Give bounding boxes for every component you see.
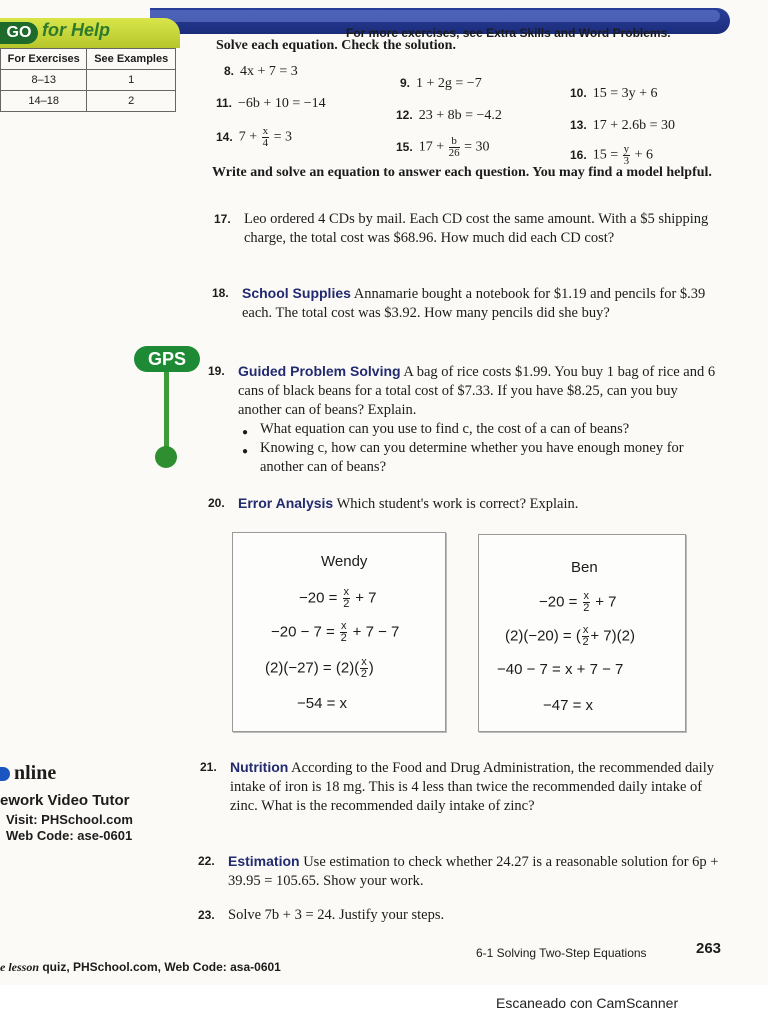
- instructions-write-and-solve: Write and solve an equation to answer each question. You may find a model helpful.: [212, 165, 712, 180]
- table-row: [1, 70, 176, 91]
- go-for-help-label: for Help: [42, 20, 111, 40]
- go-for-help-table: [0, 48, 176, 112]
- exercise-13: 13. 17 + 2.6b = 30: [570, 118, 675, 133]
- fraction-y-over-3: $\frac{y}{3}$: [623, 143, 630, 167]
- problem-23: 23. Solve 7b + 3 = 24. Justify your steps.: [198, 907, 445, 923]
- list-item: ● What equation can you use to find c, the cost of a can of beans?: [260, 420, 720, 439]
- wendy-step-2: −20 − 7 = $\frac{x}{2}$ + 7 − 7: [271, 620, 400, 644]
- exercise-14: 14. 7 + $\frac{x}{4}$ = 3: [216, 125, 292, 149]
- problem-22: 22. Estimation Use estimation to check whether 24.27 is a reasonable solution for 6p + 39.95 = 105.65. Show your work.: [198, 853, 719, 889]
- ben-name: Ben: [571, 559, 598, 576]
- footer-lesson-title: 6-1 Solving Two-Step Equations: [476, 946, 647, 960]
- fraction-x-over-4: $\frac{x}{4}$: [262, 125, 269, 149]
- exercise-11: 11. −6b + 10 = −14: [216, 96, 326, 111]
- online-title: nline: [14, 762, 57, 784]
- footer-lesson-quiz: e lesson quiz, PHSchool.com, Web Code: asa-0601: [0, 960, 281, 974]
- guided-hints-list: [238, 420, 720, 477]
- wendy-step-3: (2)(−27) = (2)( $\frac{x}{2}$ ): [265, 656, 374, 680]
- exercise-9: 9. 1 + 2g = −7: [400, 76, 482, 91]
- ben-step-3: −40 − 7 = x + 7 − 7: [497, 661, 624, 678]
- extra-exercises-note: For more exercises, see Extra Skills and Word Problems.: [346, 26, 671, 40]
- example-number: 2: [87, 91, 176, 112]
- online-globe-icon: [0, 767, 10, 781]
- visit-site: Visit: PHSchool.com: [6, 812, 133, 827]
- problem-20: 20. Error Analysis Which student's work is correct? Explain.: [208, 495, 579, 512]
- camscanner-watermark: Escaneado con CamScanner: [496, 995, 679, 1011]
- wendy-name: Wendy: [321, 553, 368, 570]
- list-item: ● Knowing c, how can you determine whether you have enough money for another can of beans?: [260, 439, 720, 477]
- col-header-examples: See Examples: [87, 49, 176, 70]
- exercise-10: 10. 15 = 3y + 6: [570, 86, 658, 101]
- ben-step-4: −47 = x: [543, 697, 594, 714]
- ben-step-1: −20 = $\frac{x}{2}$ + 7: [539, 590, 617, 614]
- exercise-12: 12. 23 + 8b = −4.2: [396, 108, 502, 123]
- wendy-step-4: −54 = x: [297, 695, 348, 712]
- video-tutor-label: ework Video Tutor: [0, 792, 130, 809]
- web-code: Web Code: ase-0601: [6, 828, 133, 843]
- wendy-step-1: −20 = $\frac{x}{2}$ + 7: [299, 586, 377, 610]
- problem-17: 17. Leo ordered 4 CDs by mail. Each CD cost the same amount. With a $5 shipping charge, the total cost was $68.96. How much did each CD cost?: [214, 211, 709, 246]
- example-number: 1: [87, 70, 176, 91]
- wendy-work-card: [232, 532, 446, 732]
- top-header-band-highlight: [150, 10, 720, 22]
- page-number: 263: [696, 940, 722, 957]
- exercise-16: 16. 15 = $\frac{y}{3}$ + 6: [570, 143, 653, 167]
- exercise-range: 14–18: [1, 91, 87, 112]
- ben-step-2: (2)(−20) = ( $\frac{x}{2}$ + 7)(2): [505, 624, 635, 648]
- gps-badge: GPS: [134, 346, 200, 372]
- problem-18: 18. School Supplies Annamarie bought a notebook for $1.19 and pencils for $.39 each. The total cost was $3.92. How many pencils did she buy?: [212, 285, 706, 321]
- gps-dot: [155, 446, 177, 468]
- go-logo: GO: [0, 22, 38, 44]
- problem-19: 19. Guided Problem Solving A bag of rice costs $1.99. You buy 1 bag of rice and 6 cans of black beans for a total cost of $7.33. If you have $8.25, can you buy another can of beans? Explain. ● What equation can you use to find c, the cost of a can of beans? ● Knowing c, how can you determine whether you have enough money for another can of beans?: [238, 362, 720, 477]
- fraction-b-over-26: $\frac{b}{26}$: [448, 135, 460, 159]
- instructions-solve: Solve each equation. Check the solution.: [216, 38, 456, 53]
- go-for-help-box: [0, 18, 180, 124]
- problem-21: 21. Nutrition According to the Food and Drug Administration, the recommended daily intake of iron is 18 mg. This is 4 less than twice the recommended daily intake of zinc. What is the recommended daily intake of zinc?: [200, 759, 714, 814]
- gps-stem: [164, 372, 169, 448]
- col-header-exercises: For Exercises: [1, 49, 87, 70]
- exercise-range: 8–13: [1, 70, 87, 91]
- ben-work-card: [478, 534, 686, 732]
- exercise-8: 8. 4x + 7 = 3: [224, 64, 298, 79]
- table-row: [1, 91, 176, 112]
- exercise-15: 15. 17 + $\frac{b}{26}$ = 30: [396, 135, 490, 159]
